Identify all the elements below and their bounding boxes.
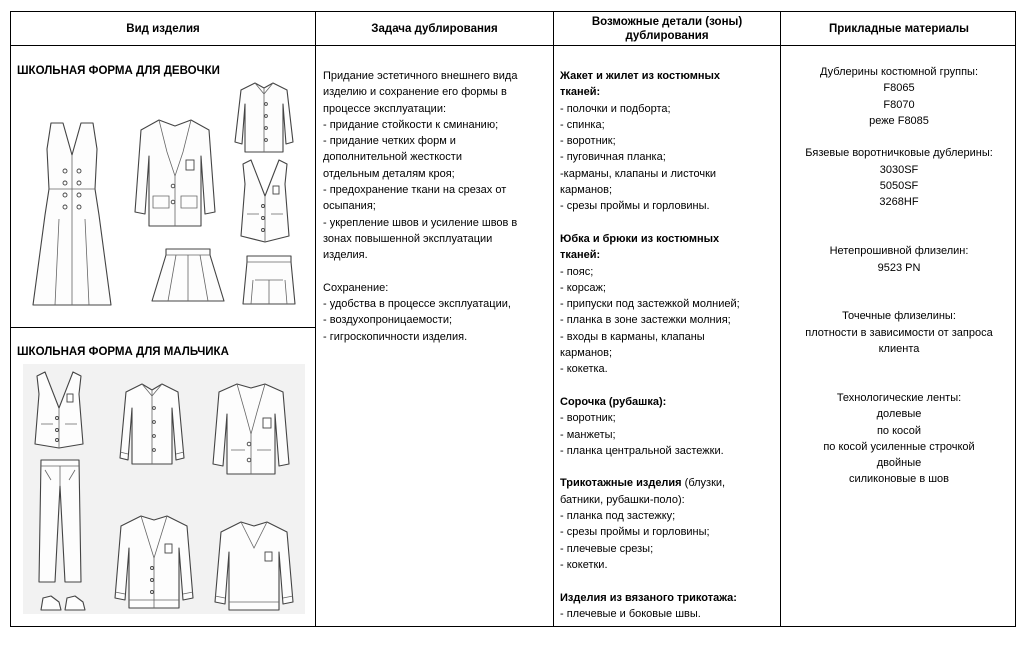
text-line: изделия.	[323, 249, 368, 262]
text-line: зонах повышенной эксплуатации	[323, 232, 493, 245]
text-line: осыпания;	[323, 200, 376, 213]
text-line: реже F8085	[869, 114, 929, 127]
text-line: - плечевые срезы;	[560, 542, 654, 555]
text-line: клиента	[878, 343, 920, 356]
boy-vest-sketch	[31, 368, 87, 452]
boy-jacket-sketch	[209, 380, 293, 478]
zones-list	[560, 68, 740, 622]
boy-shirt-sketch	[116, 380, 188, 468]
header-divider	[11, 45, 1015, 46]
girl-blouse-sketch	[231, 80, 297, 156]
text-line: изделию и сохранение его формы в	[323, 86, 507, 99]
text-line: карманов;	[560, 184, 613, 197]
girl-skirt-pleated-sketch	[239, 252, 299, 308]
boy-cardigan-sketch	[111, 512, 197, 612]
column-divider	[553, 12, 554, 626]
text-line: - воротник;	[560, 412, 616, 425]
text-line: отдельным деталям кроя;	[323, 167, 455, 180]
text-line: - манжеты;	[560, 428, 616, 441]
skirt-title-2: тканей:	[560, 249, 601, 262]
text-line: - придание четких форм и	[323, 135, 456, 148]
text-line: - пояс;	[560, 265, 594, 278]
girl-skirt-sketch	[148, 245, 228, 305]
header-zones: Возможные детали (зоны) дублирования	[591, 15, 743, 42]
section-divider	[11, 327, 315, 328]
text-line: Дублерины костюмной группы:	[819, 66, 978, 78]
boy-shoes-sketch	[37, 592, 89, 616]
text-line: - предохранение ткани на срезах от	[323, 184, 507, 197]
text-line: Технологические ленты:	[836, 391, 962, 404]
boy-uniform-title: ШКОЛЬНАЯ ФОРМА ДЛЯ МАЛЬЧИКА	[17, 346, 229, 358]
text-line: долевые	[876, 408, 922, 421]
header-product-type: Вид изделия	[126, 22, 200, 35]
text-line: процессе эксплуатации:	[323, 102, 447, 115]
text-line: - удобства в процессе эксплуатации,	[323, 298, 511, 311]
text-line: батники, рубашки-поло):	[560, 493, 685, 506]
girl-uniform-title: ШКОЛЬНАЯ ФОРМА ДЛЯ ДЕВОЧКИ	[17, 65, 220, 77]
text-line: - припуски под застежкой молнией;	[560, 298, 740, 311]
material-group-group5	[781, 390, 1017, 488]
text-line: 3030SF	[879, 163, 919, 176]
text-line: дополнительной жесткости	[323, 151, 462, 164]
text-line: - полочки и подборта;	[560, 102, 671, 115]
text-line: 5050SF	[879, 180, 919, 193]
text-line: - входы в карманы, клапаны	[560, 330, 705, 343]
text-line: - планка центральной застежки.	[560, 444, 724, 457]
material-group-group1	[781, 64, 1017, 129]
text-line: Придание эстетичного внешнего вида	[323, 70, 518, 82]
text-line: Нетепрошивной флизелин:	[829, 245, 969, 258]
text-line: 9523 PN	[877, 261, 921, 274]
text-line: F8065	[883, 82, 915, 95]
text-line: 3268HF	[879, 196, 919, 209]
text-line: Сохранение:	[323, 281, 389, 294]
text-line: - воздухопроницаемости;	[323, 314, 453, 327]
girl-vest-sketch	[235, 156, 295, 246]
text-line: - срезы проймы и горловины.	[560, 200, 710, 213]
text-line: силиконовые в шов	[848, 473, 950, 486]
data-table	[10, 11, 1016, 627]
text-line: плотности в зависимости от запроса	[805, 326, 993, 339]
jacket-title-2: тканей:	[560, 86, 601, 99]
text-line: по косой усиленные строчкой	[823, 440, 975, 453]
column-divider	[315, 12, 316, 626]
skirt-title: Юбка и брюки из костюмных	[560, 232, 720, 245]
header-task: Задача дублирования	[371, 22, 498, 35]
girl-jacket-sketch	[129, 116, 221, 231]
text-line: Точечные флизелины:	[842, 310, 956, 323]
text-line: - воротник;	[560, 135, 616, 148]
materials-list	[781, 64, 1017, 488]
text-line: - гигроскопичности изделия.	[323, 330, 468, 343]
text-line: - кокетки.	[560, 558, 608, 571]
text-line: - срезы проймы и горловины;	[560, 526, 710, 539]
text-line: - укрепление швов и усиление швов в	[323, 216, 518, 229]
knit-title-line: Трикотажные изделия (блузки,	[560, 477, 726, 490]
text-line: - кокетка.	[560, 363, 608, 376]
text-line: - корсаж;	[560, 281, 606, 294]
knitted-title: Изделия из вязаного трикотажа:	[560, 591, 737, 604]
header-materials: Прикладные материалы	[828, 22, 969, 35]
text-line: карманов;	[560, 347, 613, 360]
boy-trousers-sketch	[35, 456, 85, 586]
text-line: - спинка;	[560, 118, 605, 131]
material-group-group2	[781, 145, 1017, 210]
text-line: F8070	[883, 98, 915, 111]
text-line: по косой	[876, 424, 922, 437]
text-line: Бязевые воротничковые дублерины:	[805, 147, 993, 160]
text-line: - планка в зоне застежки молния;	[560, 314, 731, 327]
text-line: - плечевые и боковые швы.	[560, 607, 701, 620]
text-line: - планка под застежку;	[560, 510, 676, 523]
text-line: - пуговичная планка;	[560, 151, 666, 164]
text-line	[323, 264, 517, 280]
shirt-title: Сорочка (рубашка):	[560, 395, 667, 408]
boy-pullover-sketch	[211, 518, 297, 614]
text-line: двойные	[876, 457, 922, 470]
text-line: -карманы, клапаны и листочки	[560, 167, 717, 180]
jacket-title: Жакет и жилет из костюмных	[560, 70, 721, 82]
girl-sundress-sketch	[29, 119, 115, 309]
material-group-group4	[781, 308, 1017, 357]
material-group-group3	[781, 243, 1017, 276]
task-description	[323, 68, 517, 345]
text-line: - придание стойкости к сминанию;	[323, 118, 499, 131]
